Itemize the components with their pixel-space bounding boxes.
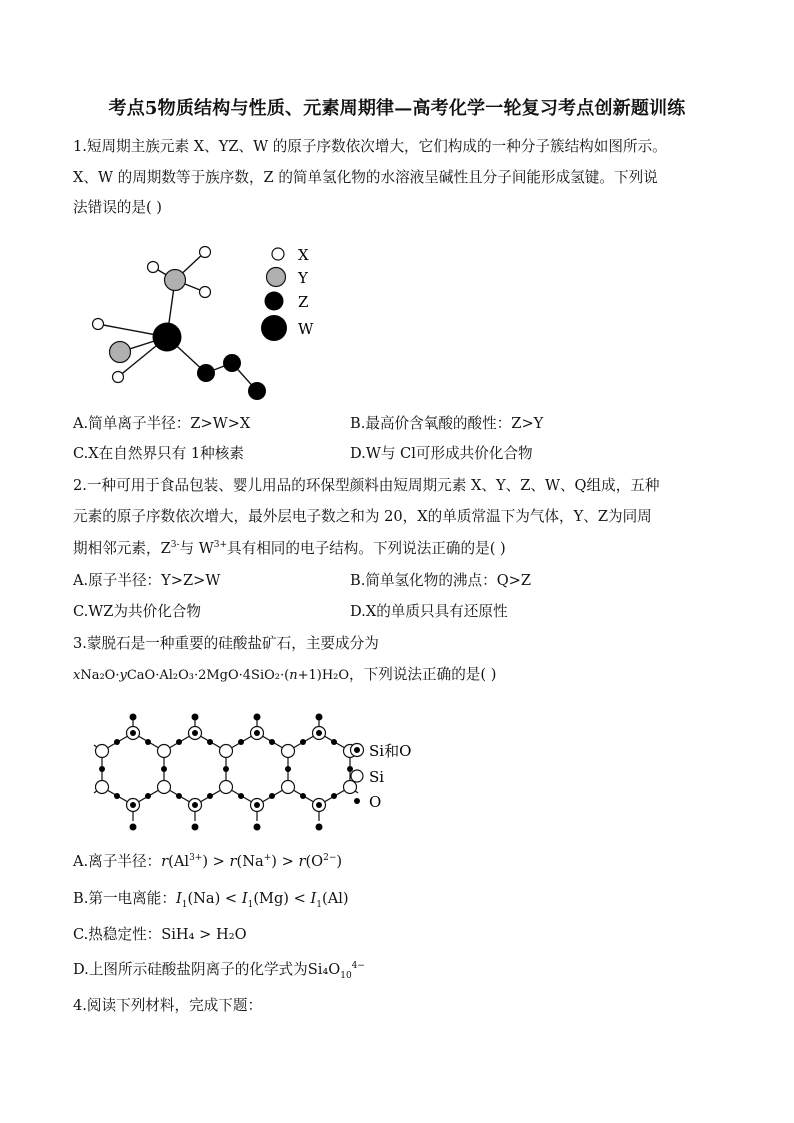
- legend-si-o-label: Si和O: [369, 742, 412, 760]
- q1-option-a: A.简单离子半径：Z>W>X: [73, 415, 251, 432]
- q3-formula: xNa₂O·yCaO·Al₂O₃·2MgO·4SiO₂·(n+1)H₂O: [73, 668, 350, 683]
- q2-option-d: D.X的单质只具有还原性: [350, 603, 508, 620]
- q3-option-c: C.热稳定性：SiH₄ > H₂O: [73, 926, 247, 943]
- q1-stem-line-1: 1.短周期主族元素 X、YZ、W 的原子序数依次增大，它们构成的一种分子簇结构如图所示。: [73, 138, 667, 155]
- legend-o-icon: [354, 798, 360, 804]
- legend-z-icon: [265, 292, 284, 311]
- q2-option-b: B.简单氢化物的沸点：Q>Z: [350, 572, 532, 589]
- q1-stem-line-3: 法错误的是( ): [73, 199, 162, 216]
- molecular-cluster-figure: [84, 240, 334, 405]
- legend-si-icon: [351, 770, 363, 782]
- x-atom: [200, 247, 211, 258]
- y-atom: [165, 270, 186, 291]
- x-atom: [148, 262, 159, 273]
- z-atom: [197, 364, 215, 382]
- legend-y-label: Y: [298, 269, 308, 287]
- q4-stem-line-1: 4.阅读下列材料，完成下题：: [73, 997, 263, 1014]
- legend-x-label: X: [298, 246, 309, 264]
- legend-z-label: Z: [298, 293, 309, 311]
- q1-option-d: D.W与 Cl可形成共价化合物: [350, 445, 533, 462]
- z-atom: [248, 382, 266, 400]
- q3-stem-line-2: xNa₂O·yCaO·Al₂O₃·2MgO·4SiO₂·(n+1)H₂O，下列说法正确的是( ): [73, 666, 497, 683]
- legend-o-label: O: [369, 793, 382, 811]
- legend-si-label: Si: [369, 768, 385, 786]
- legend-w-icon: [261, 315, 287, 341]
- q2-option-c: C.WZ为共价化合物: [73, 603, 201, 620]
- q3-option-a: A.离子半径：$r(Al^{3+}) > r(Na^+) > r(O^{2-})$: [73, 853, 343, 870]
- x-atom: [93, 319, 104, 330]
- q1-option-c: C.X在自然界只有 1种核素: [73, 445, 244, 462]
- q1-option-b: B.最高价含氧酸的酸性：Z>Y: [350, 415, 544, 432]
- y-atom: [110, 342, 131, 363]
- x-atom: [113, 372, 124, 383]
- z-atom: [223, 354, 241, 372]
- q3-option-d: D.上图所示硅酸盐阴离子的化学式为$Si_4O_{10}^{4-}$: [73, 961, 365, 981]
- legend-w-label: W: [298, 320, 314, 338]
- page-title: 考点5物质结构与性质、元素周期律—高考化学一轮复习考点创新题训练: [108, 98, 686, 119]
- q2-stem-line-1: 2.一种可用于食品包装、婴儿用品的环保型颜料由短周期元素 X、Y、Z、W、Q组成，五种: [73, 477, 660, 494]
- x-atom: [200, 287, 211, 298]
- w-atom: [153, 323, 182, 352]
- q1-stem-line-2: X、W 的周期数等于族序数，Z 的简单氢化物的水溶液呈碱性且分子间能形成氢键。下列说: [73, 169, 658, 186]
- q3-option-b: B.第一电离能：$I_1(Na) < I_1(Mg) < I_1(Al)$: [73, 890, 349, 910]
- q2-option-a: A.原子半径：Y>Z>W: [73, 572, 221, 589]
- q2-stem-line-2: 元素的原子序数依次增大，最外层电子数之和为 20，X的单质常温下为气体，Y、Z为同周: [73, 508, 652, 525]
- q3-stem-line-1: 3.蒙脱石是一种重要的硅酸盐矿石，主要成分为: [73, 635, 379, 652]
- q2-stem-line-3: 期相邻元素，$Z^{3-}$与 $W^{3+}$具有相同的电子结构。下列说法正确的是( ): [73, 540, 506, 557]
- silicate-structure-figure: [90, 705, 430, 840]
- legend-x-icon: [272, 248, 284, 260]
- legend-y-icon: [267, 268, 286, 287]
